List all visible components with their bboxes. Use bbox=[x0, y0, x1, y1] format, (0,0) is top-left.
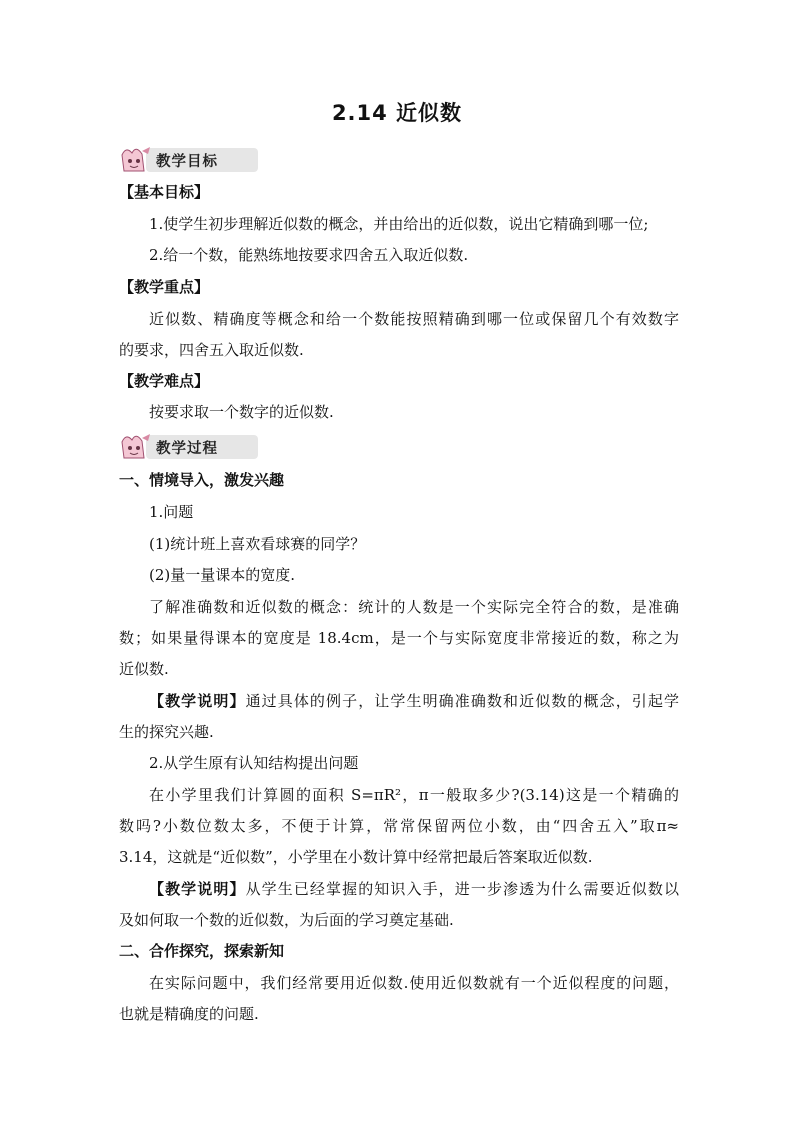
section-badge-process bbox=[116, 432, 266, 462]
paragraph-line: 及如何取一个数的近似数，为后面的学习奠定基础. bbox=[119, 911, 454, 929]
difficult-point-heading: 【教学难点】 bbox=[119, 372, 210, 390]
paragraph-line: 1.使学生初步理解近似数的概念，并由给出的近似数，说出它精确到哪一位; bbox=[149, 215, 649, 233]
paragraph-line: 数；如果量得课本的宽度是 18.4cm，是一个与实际宽度非常接近的数，称之为 bbox=[119, 629, 679, 647]
paragraph-line: 1.问题 bbox=[149, 503, 194, 521]
paragraph-line: 2.从学生原有认知结构提出问题 bbox=[149, 754, 359, 772]
basic-goal-heading: 【基本目标】 bbox=[119, 183, 210, 201]
note-text: 通过具体的例子，让学生明确准确数和近似数的概念，引起学 bbox=[245, 692, 679, 710]
paragraph-line: 按要求取一个数字的近似数. bbox=[149, 403, 334, 421]
paragraph-line: 近似数、精确度等概念和给一个数能按照精确到哪一位或保留几个有效数字 bbox=[149, 310, 679, 328]
paragraph-line: 在小学里我们计算圆的面积 S=πR²，π一般取多少?(3.14)这是一个精确的 bbox=[149, 786, 679, 804]
paragraph-line: (2)量一量课本的宽度. bbox=[149, 566, 296, 584]
paragraph-line: 的要求，四舍五入取近似数. bbox=[119, 341, 304, 359]
teaching-note bbox=[149, 691, 679, 711]
paragraph-line: (1)统计班上喜欢看球赛的同学？ bbox=[149, 535, 366, 553]
page-title: 2.14 近似数 bbox=[331, 101, 463, 125]
paragraph-line: 了解准确数和近似数的概念：统计的人数是一个实际完全符合的数，是准确 bbox=[149, 598, 679, 616]
section-badge-label: 教学目标 bbox=[156, 154, 218, 170]
paragraph-line: 在实际问题中，我们经常要用近似数.使用近似数就有一个近似程度的问题， bbox=[149, 974, 679, 992]
note-tag: 【教学说明】 bbox=[149, 692, 246, 710]
section-badge-label: 教学过程 bbox=[156, 441, 218, 457]
paragraph-line: 2.给一个数，能熟练地按要求四舍五入取近似数. bbox=[149, 246, 469, 264]
paragraph-line: 3.14，这就是“近似数”，小学里在小数计算中经常把最后答案取近似数. bbox=[119, 848, 593, 866]
part2-heading: 二、合作探究，探索新知 bbox=[119, 942, 285, 960]
key-point-heading: 【教学重点】 bbox=[119, 278, 210, 296]
section-badge-goals bbox=[116, 145, 266, 175]
part1-heading: 一、情境导入，激发兴趣 bbox=[119, 471, 285, 489]
note-tag: 【教学说明】 bbox=[149, 880, 246, 898]
teaching-note bbox=[149, 879, 679, 899]
paragraph-line: 近似数. bbox=[119, 660, 169, 678]
paragraph-line: 数吗?小数位数太多，不便于计算，常常保留两位小数，由“四舍五入”取π≈ bbox=[119, 817, 679, 835]
note-text: 从学生已经掌握的知识入手，进一步渗透为什么需要近似数以 bbox=[245, 880, 679, 898]
paragraph-line: 生的探究兴趣. bbox=[119, 723, 214, 741]
paragraph-line: 也就是精确度的问题. bbox=[119, 1005, 259, 1023]
